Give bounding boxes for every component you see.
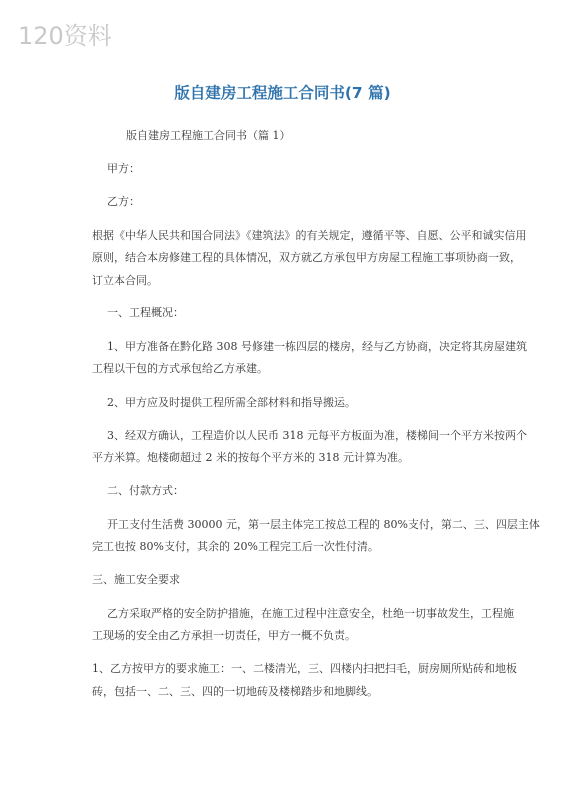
paragraph-line: 砖，包括一、二、三、四的一切地砖及楼梯踏步和地脚线。 bbox=[92, 685, 378, 698]
clause-heading: 三、施工安全要求 bbox=[92, 573, 180, 586]
paragraph-line: 原则，结合本房修建工程的具体情况，双方就乙方承包甲方房屋工程施工事项协商一致， bbox=[92, 251, 521, 264]
paragraph-line: 平方米算。炮楼砌超过 2 米的按每个平方米的 318 元计算为准。 bbox=[92, 451, 409, 464]
paragraph-line: 工程以干包的方式承包给乙方承建。 bbox=[92, 362, 268, 375]
paragraph-line: 开工支付生活费 30000 元，第一层主体完工按总工程的 80%支付，第二、三、四层主体 bbox=[107, 518, 540, 531]
party-b-label: 乙方： bbox=[107, 195, 140, 208]
section-heading: 版自建房工程施工合同书（篇 1） bbox=[126, 129, 291, 142]
paragraph-line: 乙方采取严格的安全防护措施，在施工过程中注意安全，杜绝一切事故发生，工程施 bbox=[107, 607, 514, 620]
paragraph-line: 工现场的安全由乙方承担一切责任，甲方一概不负责。 bbox=[92, 629, 356, 642]
paragraph-line: 2、甲方应及时提供工程所需全部材料和指导搬运。 bbox=[107, 396, 356, 409]
paragraph-line: 根据《中华人民共和国合同法》《建筑法》的有关规定，遵循平等、自愿、公平和诚实信用 bbox=[92, 229, 527, 242]
paragraph-line: 1、乙方按甲方的要求施工：一、二楼清光，三、四楼内扫把扫毛，厨房厕所贴砖和地板 bbox=[92, 662, 517, 675]
document-title: 版自建房工程施工合同书(7 篇) bbox=[174, 84, 391, 102]
paragraph-line: 订立本合同。 bbox=[92, 274, 158, 287]
watermark-logo: 120资料 bbox=[18, 22, 112, 50]
clause-heading: 二、付款方式： bbox=[107, 484, 184, 497]
clause-heading: 一、工程概况： bbox=[107, 306, 184, 319]
paragraph-line: 完工也按 80%支付，其余的 20%工程完工后一次性付清。 bbox=[92, 540, 379, 553]
party-a-label: 甲方： bbox=[107, 162, 140, 175]
paragraph-line: 1、甲方准备在黔化路 308 号修建一栋四层的楼房，经与乙方协商，决定将其房屋建筑 bbox=[107, 340, 527, 353]
paragraph-line: 3、经双方确认，工程造价以人民币 318 元每平方板面为准，楼梯间一个平方米按两个 bbox=[107, 429, 527, 442]
